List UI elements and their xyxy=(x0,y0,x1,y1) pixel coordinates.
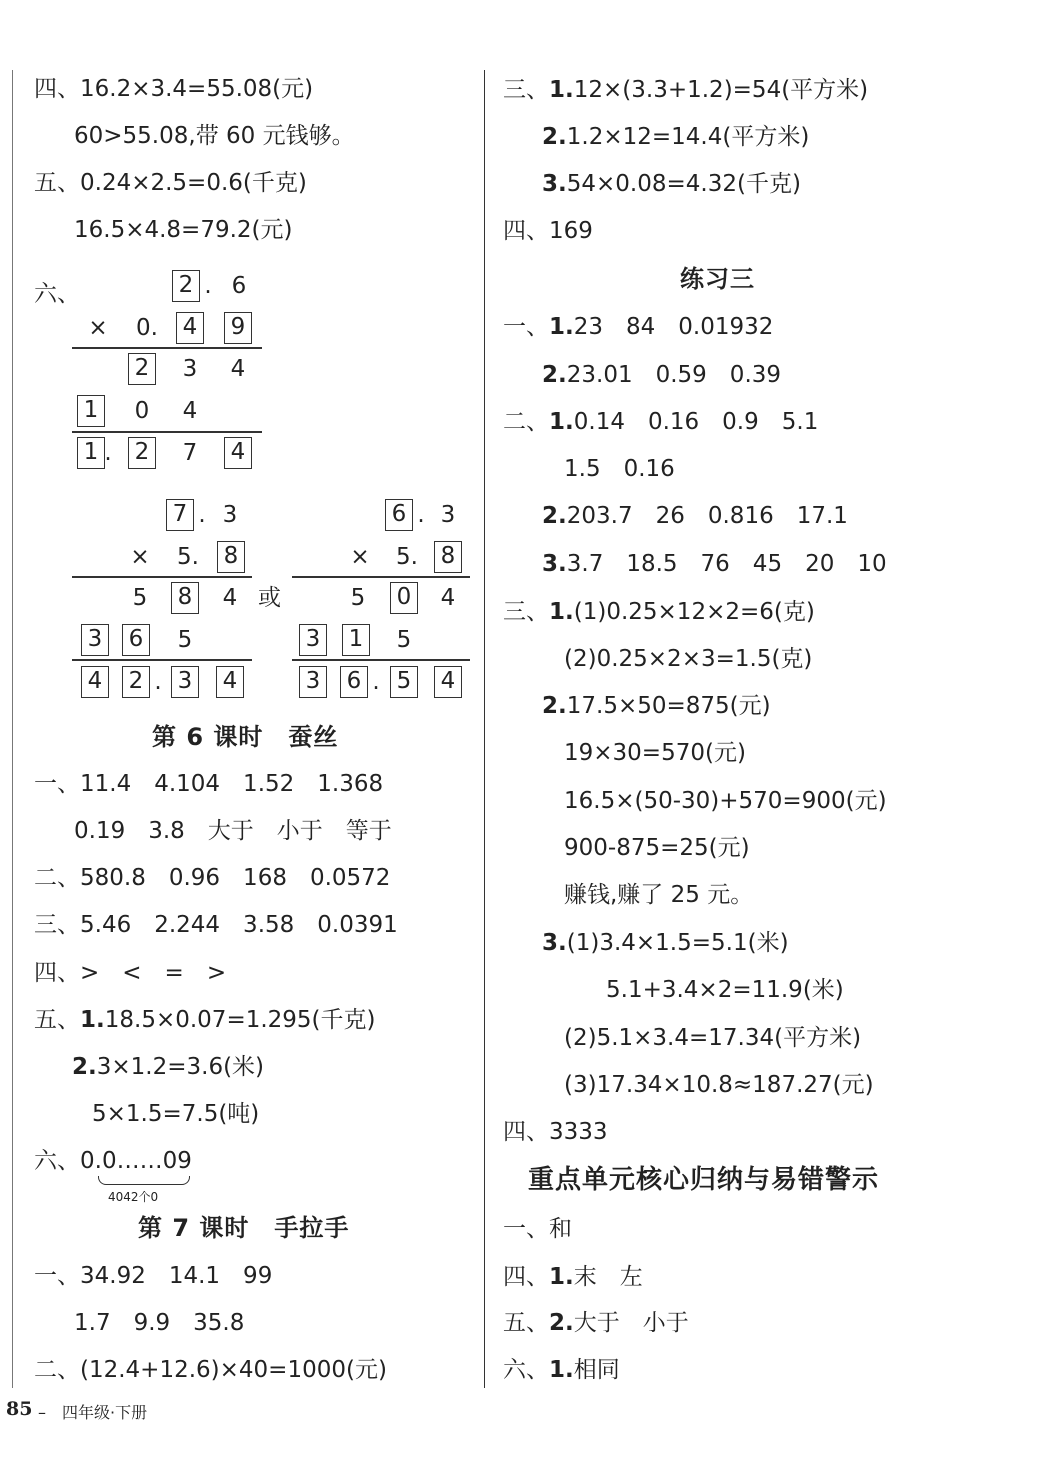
answer-line: (2)0.25×2×3=1.5(克) xyxy=(564,646,813,672)
answer-line: 一、和 xyxy=(503,1216,572,1242)
digit-box: 1 xyxy=(77,437,105,469)
digit: 4 xyxy=(440,585,456,611)
digit: 5. xyxy=(396,544,418,570)
times-sign: × xyxy=(88,315,108,341)
answer-line: 六、0.0……09 xyxy=(34,1148,192,1174)
digit-box: 4 xyxy=(434,666,462,698)
digit-box: 4 xyxy=(81,666,109,698)
digit-box: 6 xyxy=(122,624,150,656)
answer-line: 一、1.23 84 0.01932 xyxy=(503,314,774,340)
underbrace xyxy=(98,1176,190,1185)
digit-box: 4 xyxy=(176,312,204,344)
digit: 5 xyxy=(396,627,412,653)
answer-line: 2.23.01 0.59 0.39 xyxy=(542,362,782,388)
decimal-point: . xyxy=(372,669,380,695)
answer-line: 19×30=570(元) xyxy=(564,740,746,766)
answer-line: 3.(1)3.4×1.5=5.1(米) xyxy=(542,930,789,956)
rule xyxy=(72,347,262,349)
digit: 7 xyxy=(182,440,198,466)
answer-line: 2.17.5×50=875(元) xyxy=(542,693,771,719)
digit: 5. xyxy=(177,544,199,570)
answer-line: 四、3333 xyxy=(503,1119,608,1145)
answer-line: 二、580.8 0.96 168 0.0572 xyxy=(34,865,391,891)
section-heading: 练习三 xyxy=(680,265,755,293)
brace-note: 4042个0 xyxy=(108,1190,159,1204)
digit: 4 xyxy=(182,398,198,424)
digit: 5 xyxy=(350,585,366,611)
digit: 5 xyxy=(132,585,148,611)
answer-line: 2.3×1.2=3.6(米) xyxy=(72,1054,265,1080)
digit-box: 8 xyxy=(217,541,245,573)
answer-line: 16.5×(50-30)+570=900(元) xyxy=(564,788,887,814)
answer-line: 一、34.92 14.1 99 xyxy=(34,1263,273,1289)
digit: 3 xyxy=(182,356,198,382)
digit-box: 5 xyxy=(390,666,418,698)
decimal-point: . xyxy=(154,669,162,695)
digit-box: 9 xyxy=(224,312,252,344)
answer-line: (2)5.1×3.4=17.34(平方米) xyxy=(564,1025,862,1051)
rule xyxy=(72,431,262,433)
digit-box: 3 xyxy=(171,666,199,698)
rule xyxy=(72,576,252,578)
decimal-point: . xyxy=(204,273,212,299)
digit-box: 3 xyxy=(299,666,327,698)
answer-line: 三、1.12×(3.3+1.2)=54(平方米) xyxy=(503,77,869,103)
answer-line: 四、1.末 左 xyxy=(503,1264,643,1290)
footer-label: – 四年级·下册 xyxy=(38,1403,148,1422)
decimal-point: . xyxy=(104,440,112,466)
rule xyxy=(292,576,470,578)
digit-box: 8 xyxy=(171,582,199,614)
column-divider xyxy=(484,70,485,1388)
digit-box: 2 xyxy=(128,353,156,385)
times-sign: × xyxy=(130,544,150,570)
answer-line: 2.1.2×12=14.4(平方米) xyxy=(542,124,810,150)
answer-line: 二、1.0.14 0.16 0.9 5.1 xyxy=(503,409,819,435)
decimal-point: . xyxy=(198,502,206,528)
digit-box: 1 xyxy=(342,624,370,656)
answer-line: 5×1.5=7.5(吨) xyxy=(92,1101,260,1127)
answer-line: 16.5×4.8=79.2(元) xyxy=(74,217,293,243)
left-edge-rule xyxy=(12,70,13,1388)
rule xyxy=(292,659,470,661)
or-text: 或 xyxy=(258,585,281,611)
digit: 5 xyxy=(177,627,193,653)
digit-box: 8 xyxy=(434,541,462,573)
digit-box: 6 xyxy=(385,499,413,531)
decimal-point: . xyxy=(417,502,425,528)
answer-line: 3.3.7 18.5 76 45 20 10 xyxy=(542,551,887,577)
digit-box: 2 xyxy=(128,437,156,469)
answer-label: 六、 xyxy=(34,281,80,307)
answer-line: 2.203.7 26 0.816 17.1 xyxy=(542,503,848,529)
digit: 0. xyxy=(136,315,158,341)
answer-line: 三、5.46 2.244 3.58 0.0391 xyxy=(34,912,398,938)
digit: 3 xyxy=(440,502,456,528)
digit: 0 xyxy=(134,398,150,424)
times-sign: × xyxy=(350,544,370,570)
section-heading: 重点单元核心归纳与易错警示 xyxy=(528,1165,880,1195)
digit-box: 0 xyxy=(390,582,418,614)
digit-box: 4 xyxy=(216,666,244,698)
rule xyxy=(72,659,252,661)
digit: 4 xyxy=(230,356,246,382)
section-heading: 第 7 课时 手拉手 xyxy=(138,1214,350,1242)
answer-line: 四、169 xyxy=(503,218,593,244)
digit-box: 3 xyxy=(81,624,109,656)
answer-line: 60>55.08,带 60 元钱够。 xyxy=(74,123,355,149)
answer-line: 三、1.(1)0.25×12×2=6(克) xyxy=(503,599,815,625)
answer-line: 五、1.18.5×0.07=1.295(千克) xyxy=(34,1007,376,1033)
digit: 6 xyxy=(231,273,247,299)
answer-line: 二、(12.4+12.6)×40=1000(元) xyxy=(34,1357,387,1383)
digit-box: 1 xyxy=(77,395,105,427)
answer-line: 3.54×0.08=4.32(千克) xyxy=(542,171,801,197)
answer-line: 赚钱,赚了 25 元。 xyxy=(564,882,754,908)
answer-line: 六、1.相同 xyxy=(503,1357,620,1383)
digit-box: 7 xyxy=(166,499,194,531)
digit-box: 3 xyxy=(299,624,327,656)
answer-line: 1.7 9.9 35.8 xyxy=(74,1310,245,1336)
answer-line: 900-875=25(元) xyxy=(564,835,750,861)
digit-box: 2 xyxy=(172,270,200,302)
section-heading: 第 6 课时 蚕丝 xyxy=(152,723,339,751)
answer-line: 四、> < = > xyxy=(34,960,227,986)
answer-line: 五、2.大于 小于 xyxy=(503,1310,689,1336)
answer-line: (3)17.34×10.8≈187.27(元) xyxy=(564,1072,874,1098)
digit: 3 xyxy=(222,502,238,528)
answer-line: 0.19 3.8 大于 小于 等于 xyxy=(74,818,392,844)
digit-box: 6 xyxy=(340,666,368,698)
answer-line: 5.1+3.4×2=11.9(米) xyxy=(606,977,844,1003)
answer-line: 五、0.24×2.5=0.6(千克) xyxy=(34,170,307,196)
page-number: 85 xyxy=(6,1398,33,1420)
digit-box: 4 xyxy=(224,437,252,469)
digit: 4 xyxy=(222,585,238,611)
answer-line: 1.5 0.16 xyxy=(564,456,675,482)
answer-line: 四、16.2×3.4=55.08(元) xyxy=(34,76,314,102)
answer-line: 一、11.4 4.104 1.52 1.368 xyxy=(34,771,384,797)
digit-box: 2 xyxy=(122,666,150,698)
